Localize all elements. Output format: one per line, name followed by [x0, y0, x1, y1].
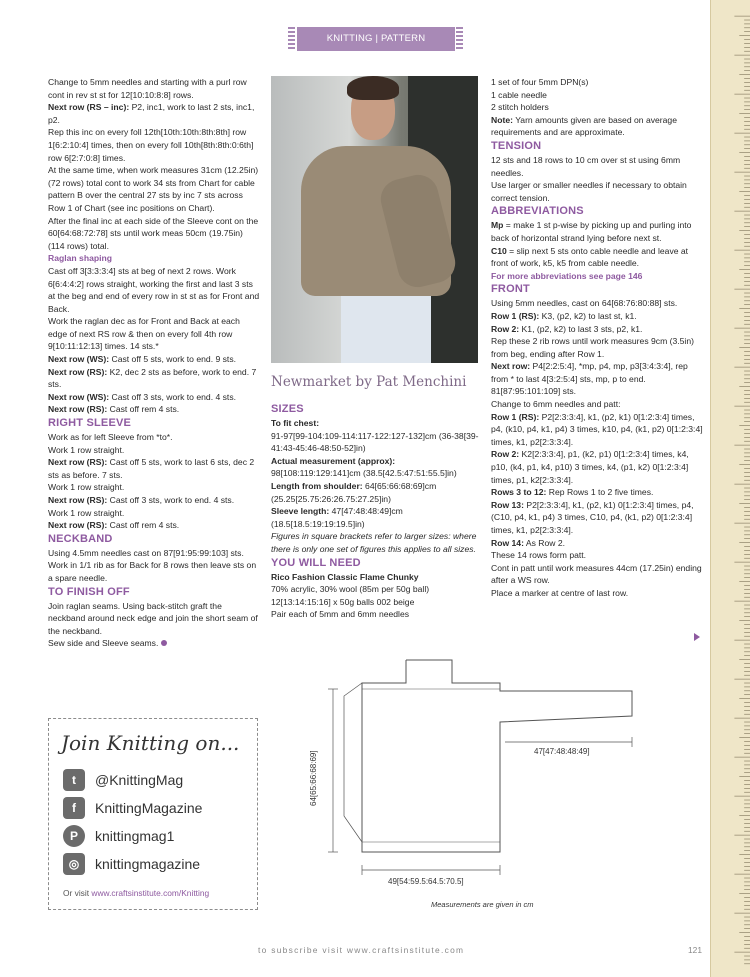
heading-neckband: NECKBAND — [48, 532, 113, 545]
actual-text: 98[108:119:129:141]cm (38.5[42.5:47:51:55.5]in) — [271, 468, 457, 479]
instruction-row: Cont in patt until work measures 44cm (17.25in) ending after a WS row. — [491, 562, 702, 586]
social-box — [48, 718, 258, 910]
instruction-row: Row 14: As Row 2. — [491, 537, 566, 548]
instruction-row: Rep these 2 rib rows until work measures 9cm (3.5in) from beg, ending after Row 1. — [491, 336, 694, 359]
heading-front: FRONT — [491, 283, 530, 296]
page-number: 121 — [688, 945, 702, 955]
instruction-text: Sew side and Sleeve seams. — [48, 637, 260, 650]
pinterest-icon: P — [63, 825, 85, 847]
social-handle: knittingmagazine — [95, 855, 201, 872]
subscribe-footer: to subscribe visit www.craftsinstitute.com — [258, 945, 465, 955]
note-row: Note: Yarn amounts given are based on average requirements and are approximate. — [491, 114, 677, 138]
instruction-text: Rep this inc on every foll 12th[10th:10th:8th:8th] row 1[6:2:10:4] times, then on every foll 10th[8th:8th:0:6th] row 6[2:7:0:8] times. — [48, 127, 254, 163]
diagram-caption: Measurements are given in cm — [431, 900, 534, 909]
instruction-text: Using 4.5mm needles cast on 87[91:95:99:103] sts. — [48, 547, 244, 558]
need-item: 1 set of four 5mm DPN(s) — [491, 77, 589, 87]
instruction-row: Next row (RS): K2, dec 2 sts as before, work to end. 7 sts. — [48, 366, 257, 390]
subheading-raglan: Raglan shaping — [48, 253, 112, 264]
social-handle: knittingmag1 — [95, 827, 175, 844]
visit-link[interactable]: www.craftsinstitute.com/Knitting — [91, 888, 210, 898]
sleeve-label: 47[47:48:48:49] — [534, 747, 590, 756]
instruction-row: Row 1 (RS): P2[2:3:3:4], k1, (p2, k1) 0[1:2:3:4] times, p4, (k10, p4, k1, p4) 3 times, k10, p4, (k1, p2) 0[1:2:3:4] times, k1, p2[2:3:3:4]. — [491, 411, 703, 447]
banner-edge-right — [456, 27, 463, 51]
model-photo — [271, 76, 478, 363]
height-label: 64[65:66:68:69] — [309, 750, 318, 806]
heading-abbreviations: ABBREVIATIONS — [491, 205, 584, 218]
instruction-row: Rows 3 to 12: Rep Rows 1 to 2 five times. — [491, 487, 654, 498]
visit-line: Or visit www.craftsinstitute.com/Knitting — [63, 888, 210, 898]
instruction-row: Next row (RS): Cast off 3 sts, work to end. 4 sts. — [48, 495, 235, 505]
more-abbreviations-link[interactable]: For more abbreviations see page 146 — [491, 270, 643, 281]
instruction-row: Next row (RS – inc): P2, inc1, work to last 2 sts, inc1, p2. — [48, 102, 255, 125]
need-item: 2 stitch holders — [491, 102, 549, 113]
heading-right-sleeve: RIGHT SLEEVE — [48, 417, 132, 430]
instruction-text: After the final inc at each side of the Sleeve cont on the 60[64:68:72:78] sts until work meas 50cm (19.75in) (114 rows) total. — [48, 215, 259, 251]
right-column — [491, 76, 703, 600]
middle-column — [271, 400, 481, 621]
instruction-text: Work 1 row straight. — [48, 444, 125, 455]
instruction-row: These 14 rows form patt. — [491, 550, 587, 561]
tension-text: 12 sts and 18 rows to 10 cm over st st using 6mm needles. — [491, 154, 681, 178]
instruction-row: Row 1 (RS): K3, (p2, k2) to last st, k1. — [491, 310, 637, 321]
facebook-icon: f — [63, 797, 85, 819]
abbr-row: Mp = make 1 st p-wise by picking up and purling into back of horizontal strand lying before next st. — [491, 220, 692, 243]
instruction-text: Join raglan seams. Using back-stitch graft the neckband around neck edge and join the short seam of the neckband. — [48, 600, 258, 636]
social-pinterest[interactable] — [63, 825, 174, 847]
continue-arrow-icon — [694, 633, 700, 641]
measuring-ruler — [710, 0, 750, 977]
instruction-row: Change to 6mm needles and patt: — [491, 399, 621, 410]
yarn-name: Rico Fashion Classic Flame Chunky — [271, 571, 419, 582]
social-box-title: Join Knitting on... — [61, 731, 240, 755]
instruction-row: Work 1 row straight. — [48, 507, 125, 518]
end-bullet-icon — [161, 640, 167, 646]
social-instagram[interactable] — [63, 853, 200, 875]
instruction-text: Work as for left Sleeve from *to*. — [48, 432, 173, 443]
left-column — [48, 76, 260, 650]
length-row: Length from shoulder: 64[65:66:68:69]cm (25.25[25.75:26:26.75:27.25]in) — [271, 480, 437, 504]
actual-label: Actual measurement (approx): — [271, 455, 396, 466]
instruction-row: Next row (RS): Cast off 5 sts, work to last 6 sts, dec 2 sts as before. 7 sts. — [48, 457, 255, 480]
instruction-row: Next row (WS): Cast off 3 sts, work to end. 4 sts. — [48, 391, 237, 402]
size-note: Figures in square brackets refer to larger sizes: where there is only one set of figures this applies to all sizes. — [271, 531, 477, 554]
tension-text: Use larger or smaller needles if necessary to obtain correct tension. — [491, 180, 687, 203]
section-banner: KNITTING | PATTERN INSTRUCTIONS — [297, 27, 455, 51]
social-twitter[interactable] — [63, 769, 183, 791]
instruction-row: Next row: P4[2:2:5:4], *mp, p4, mp, p3[3:4:3:4], rep from * to last 4[3:2:5:4] sts, mp, p to end. 81[87:95:101:109] sts. — [491, 361, 688, 397]
abbr-row: C10 = slip next 5 sts onto cable needle and leave at front of work, k5, k5 from cable needle. — [491, 245, 689, 269]
instruction-row: Next row (RS): Cast off rem 4 sts. — [48, 404, 180, 415]
fit-text: 91-97[99-104:109-114:117-122:127-132]cm (36-38[39-41:43-45:46-48:50-52]in) — [271, 430, 479, 454]
social-facebook[interactable] — [63, 797, 202, 819]
instruction-text: Work in 1/1 rib as for Back for 8 rows then leave sts on a spare needle. — [48, 560, 257, 583]
heading-tension: TENSION — [491, 139, 542, 152]
instruction-text: Work the raglan dec as for Front and Back at each edge of next RS row & then on every foll 4th row 9[10:11:12:13] times. 14 sts.* — [48, 316, 240, 352]
instruction-row: Place a marker at centre of last row. — [491, 587, 629, 598]
instruction-text: At the same time, when work measures 31cm (12.25in) (72 rows) total cont to work 34 sts from Chart for cable pattern B over the central 27 sts by inc 7 sts across Row 1 of Chart (see inc positions on Chart). — [48, 165, 259, 213]
social-handle: @KnittingMag — [95, 771, 184, 788]
instruction-text: Using 5mm needles, cast on 64[68:76:80:88] sts. — [491, 298, 678, 309]
intro-text: Change to 5mm needles and starting with a purl row cont in rev st st for 12[10:10:8:8] rows. — [48, 77, 247, 100]
heading-finish: TO FINISH OFF — [48, 585, 130, 598]
instagram-icon: ◎ — [63, 853, 85, 875]
yarn-text: 12[13:14:15:16] x 50g balls 002 beige — [271, 596, 415, 607]
instruction-text: Cast off 3[3:3:3:4] sts at beg of next 2 rows. Work 6[6:4:4:2] rows straight, working the first and last 3 sts at the beg and end of every row in st st as for Front and Back. — [48, 265, 260, 314]
instruction-row: Next row (RS): Cast off rem 4 sts. — [48, 520, 180, 531]
heading-sizes: SIZES — [271, 403, 304, 415]
sleeve-row: Sleeve length: 47[47:48:48:49]cm (18.5[18.5:19:19:19.5]in) — [271, 506, 403, 529]
instruction-row: Row 2: K1, (p2, k2) to last 3 sts, p2, k1. — [491, 323, 643, 334]
yarn-text: Pair each of 5mm and 6mm needles — [271, 609, 410, 620]
garment-schematic — [300, 656, 650, 910]
instruction-row: Row 13: P2[2:3:3:4], k1, (p2, k1) 0[1:2:3:4] times, p4, (C10, p4, k1, p4) 3 times, C10, p4, (k1, p2) 0[1:2:3:4] times, k1, p2[2:3:3:4]. — [491, 499, 694, 535]
width-label: 49[54:59.5:64.5:70.5] — [388, 877, 464, 886]
instruction-row: Next row (WS): Cast off 5 sts, work to end. 9 sts. — [48, 354, 237, 365]
social-handle: KnittingMagazine — [95, 799, 203, 816]
instruction-row: Row 2: K2[2:3:3:4], p1, (k2, p1) 0[1:2:3:4] times, k4, p10, (k4, p1, k4, p10) 3 times, k4, (p1, k2) 0[1:2:3:4] times, p1, k2[2:3:3:4]. — [491, 449, 689, 485]
pattern-title: Newmarket by Pat Menchini — [271, 374, 467, 390]
twitter-icon: t — [63, 769, 85, 791]
instruction-row: Work 1 row straight. — [48, 482, 125, 493]
yarn-text: 70% acrylic, 30% wool (85m per 50g ball) — [271, 584, 430, 595]
banner-edge-left — [288, 27, 295, 51]
fit-label: To fit chest: — [271, 418, 320, 428]
need-item: 1 cable needle — [491, 89, 547, 100]
heading-you-will-need: YOU WILL NEED — [271, 556, 361, 569]
